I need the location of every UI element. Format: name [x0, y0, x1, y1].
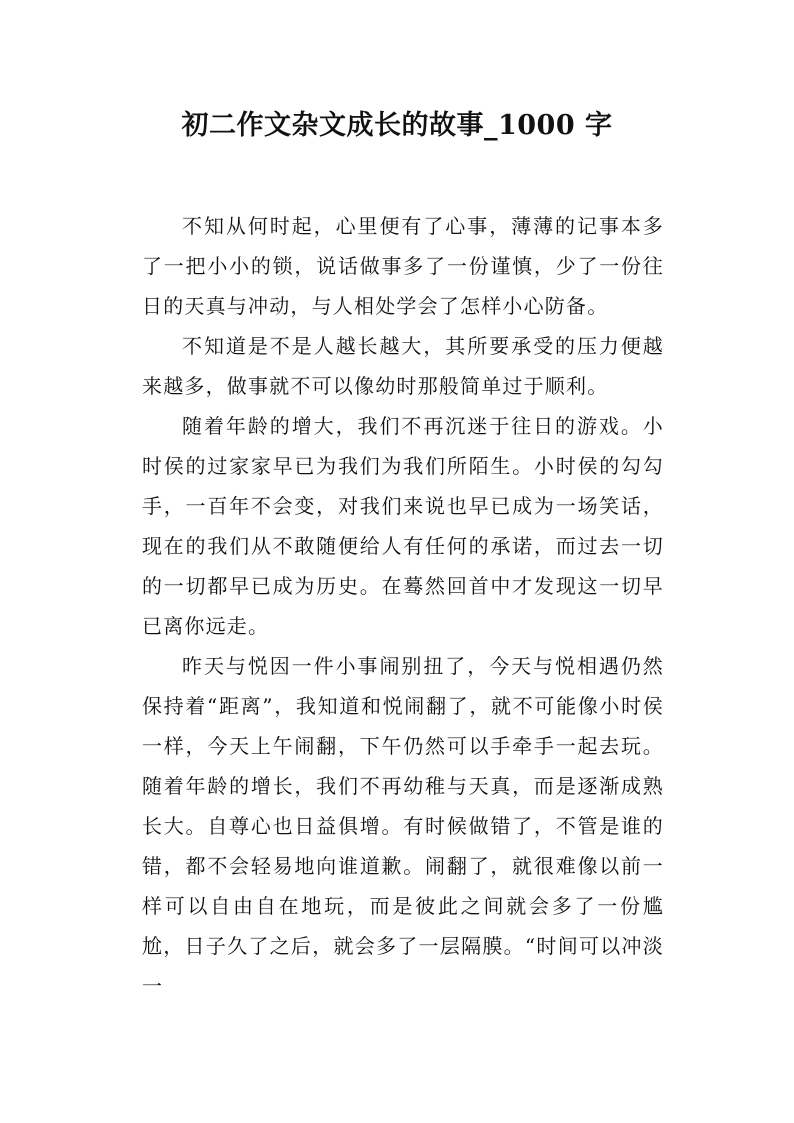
document-title: 初二作文杂文成长的故事_1000 字: [181, 110, 613, 141]
document-body: [142, 206, 664, 1006]
paragraph: 昨天与悦因一件小事闹别扭了，今天与悦相遇仍然保持着“距离”，我知道和悦闹翻了，就不可能像小时侯一样，今天上午闹翻，下午仍然可以手牵手一起去玩。随着年龄的增长，我们不再幼稚与天真，而是逐渐成熟长大。自尊心也日益俱增。有时候做错了，不管是谁的错，都不会轻易地向谁道歉。闹翻了，就很难像以前一样可以自由自在地玩，而是彼此之间就会多了一份尴尬，日子久了之后，就会多了一层隔膜。“时间可以冲淡一: [142, 654, 664, 998]
paragraph: 随着年龄的增大，我们不再沉迷于往日的游戏。小时侯的过家家早已为我们为我们所陌生。小时侯的勾勾手，一百年不会变，对我们来说也早已成为一场笑话，现在的我们从不敢随便给人有任何的承诺，而过去一切的一切都早已成为历史。在蓦然回首中才发现这一切早已离你远走。: [142, 414, 664, 638]
paragraph: 不知从何时起，心里便有了心事，薄薄的记事本多了一把小小的锁，说话做事多了一份谨慎，少了一份往日的天真与冲动，与人相处学会了怎样小心防备。: [142, 214, 664, 318]
paragraph: 不知道是不是人越长越大，其所要承受的压力便越来越多，做事就不可以像幼时那般简单过于顺利。: [142, 334, 664, 398]
